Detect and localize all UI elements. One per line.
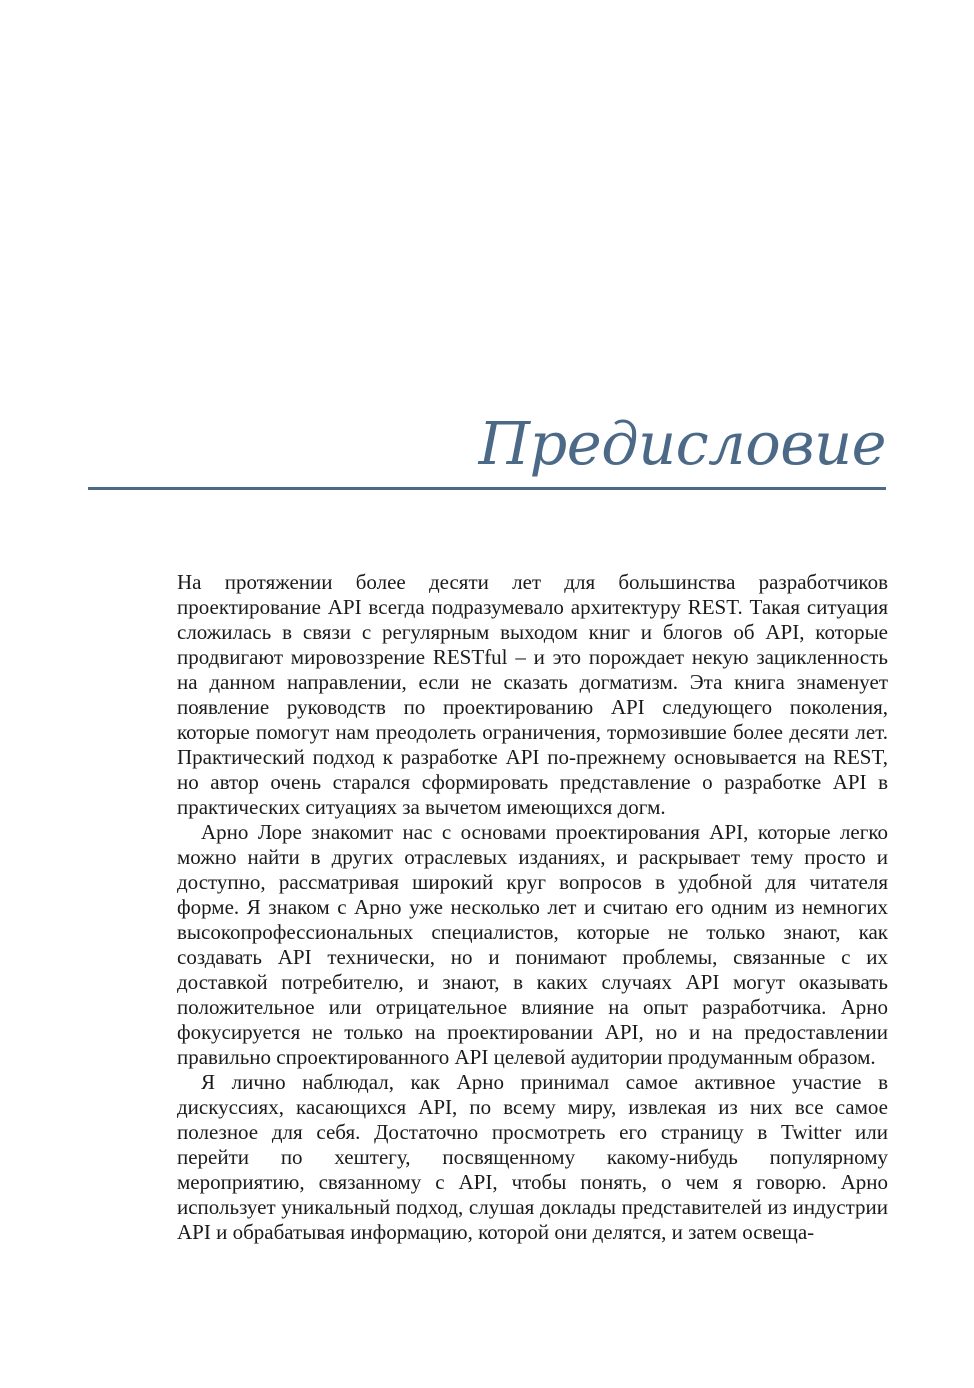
paragraph-1: На протяжении более десяти лет для большинства разработчиков проектирование API всегда подразумевало архитектуру REST. Такая ситуация сложилась в связи с регулярным выходом книг и блогов об API, которые продвигают мировоззрение RESTful – и это порождает некую зацикленность на данном направлении, если не сказать догматизм. Эта книга знаменует появление руководств по проектированию API следующего поколения, которые помогут нам преодолеть ограничения, тормозившие более десяти лет. Практический подход к разработке API по-прежнему основывается на REST, но автор очень старался сформировать представление о разработке API в практических ситуациях за вычетом имеющихся догм. — [177, 570, 888, 819]
foreword-body — [177, 570, 888, 1245]
chapter-title: Предисловие — [478, 409, 886, 478]
title-underline-rule — [88, 487, 886, 490]
paragraph-3: Я лично наблюдал, как Арно принимал самое активное участие в дискуссиях, касающихся API, по всему миру, извлекая из них все самое полезное для себя. Достаточно просмотреть его страницу в Twitter или перейти по хештегу, посвященному какому-нибудь популярному мероприятию, связанному с API, чтобы понять, о чем я говорю. Арно использует уникальный подход, слушая доклады представителей из индустрии API и обрабатывая информацию, которой они делятся, и затем освеща- — [177, 1070, 888, 1244]
paragraph-2: Арно Лоре знакомит нас с основами проектирования API, которые легко можно найти в других отраслевых изданиях, и раскрывает тему просто и доступно, рассматривая широкий круг вопросов в удобной для читателя форме. Я знаком с Арно уже несколько лет и считаю его одним из немногих высокопрофессиональных специалистов, которые не только знают, как создавать API технически, но и понимают проблемы, связанные с их доставкой потребителю, и знают, в каких случаях API могут оказывать положительное или отрицательное влияние на опыт разработчика. Арно фокусируется не только на проектировании API, но и на предоставлении правильно спроектированного API целевой аудитории продуманным образом. — [177, 820, 888, 1069]
